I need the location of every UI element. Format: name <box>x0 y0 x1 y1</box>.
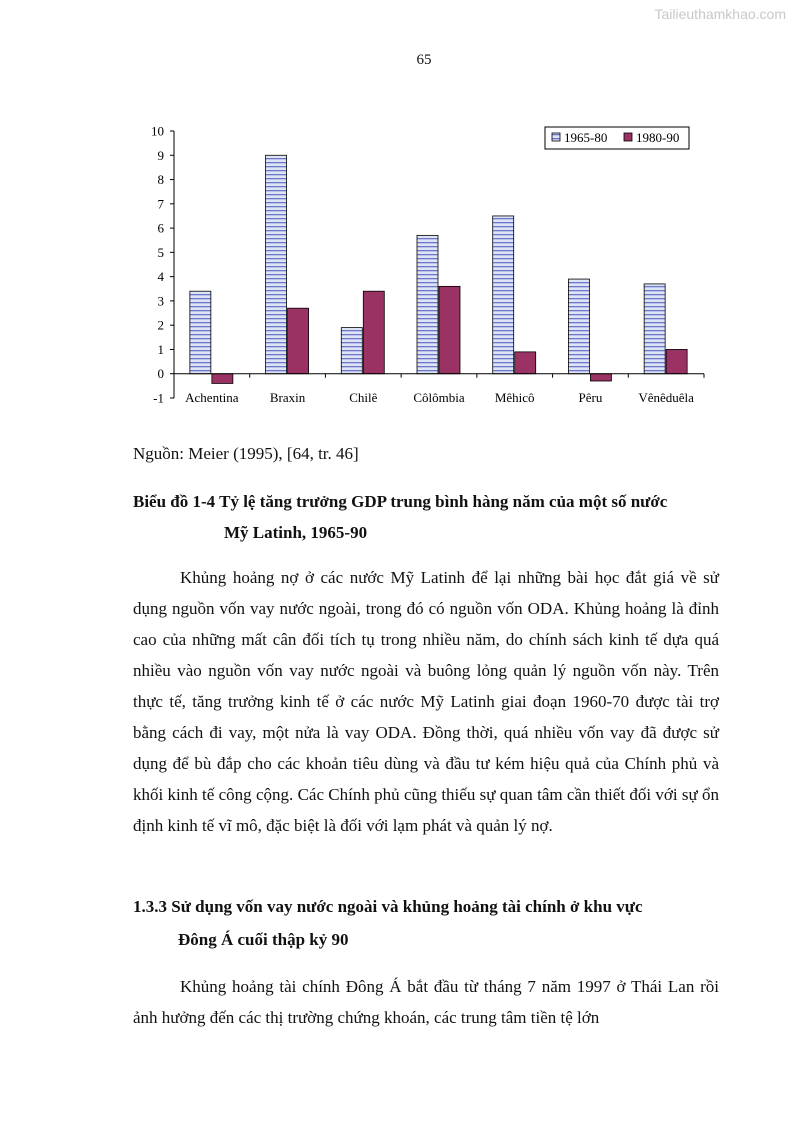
bar-1980-90-Achentina <box>212 374 233 384</box>
section-heading-1-3-3 <box>133 890 723 956</box>
heading-line-1: 1.3.3 Sử dụng vốn vay nước ngoài và khủng hoảng tài chính ở khu vực <box>133 897 643 916</box>
body-paragraph-1: Khủng hoảng nợ ở các nước Mỹ Latinh để lại những bài học đắt giá về sử dụng nguồn vốn vay nước ngoài, trong đó có nguồn vốn ODA. Khủng hoảng là đỉnh cao của những mất cân đối tích tụ trong nhiều năm, do chính sách kinh tế dựa quá nhiều vào nguồn vốn vay nước ngoài và buông lỏng quản lý nguồn vốn này. Trên thực tế, tăng trưởng kinh tế ở các nước Mỹ Latinh giai đoạn 1960-70 được tài trợ bằng cách đi vay, một nửa là vay ODA. Đồng thời, quá nhiều vốn vay đã được sử dụng để bù đắp cho các khoản tiêu dùng và đầu tư kém hiệu quả của Chính phủ và khối kinh tế công cộng. Các Chính phủ cũng thiếu sự quan tâm cần thiết đối với sự ổn định kinh tế vĩ mô, đặc biệt là đối với lạm phát và quản lý nợ. <box>133 568 719 835</box>
x-category-label: Achentina <box>185 390 239 405</box>
caption-line-1: Biểu đồ 1-4 Tỷ lệ tăng trưởng GDP trung bình hàng năm của một số nước <box>133 492 668 511</box>
legend-label-1980-90: 1980-90 <box>636 130 680 145</box>
y-tick-label: 7 <box>157 196 164 212</box>
bar-1965-80-Vênêduêla <box>644 284 665 374</box>
chart-legend <box>545 127 689 149</box>
body-paragraph-2: Khủng hoảng tài chính Đông Á bắt đầu từ tháng 7 năm 1997 ở Thái Lan rồi ảnh hưởng đến các thị trường chứng khoán, các trung tâm tiền tệ lớn <box>133 977 719 1027</box>
bar-1965-80-Chilê <box>341 328 362 374</box>
bar-1965-80-Achentina <box>190 291 211 374</box>
y-tick-label: -1 <box>153 390 164 406</box>
x-category-label: Côlômbia <box>413 390 465 405</box>
y-tick-label: 6 <box>157 220 164 236</box>
caption-line-2: Mỹ Latinh, 1965-90 <box>224 523 368 542</box>
bar-1965-80-Pêru <box>568 279 589 374</box>
heading-line-2: Đông Á cuối thập kỷ 90 <box>178 930 349 949</box>
y-tick-label: 0 <box>157 366 164 382</box>
figure-caption <box>133 486 723 548</box>
legend-swatch-1980-90 <box>624 133 632 141</box>
x-category-label: Pêru <box>578 390 603 405</box>
x-category-label: Vênêduêla <box>638 390 694 405</box>
gdp-growth-bar-chart <box>130 118 720 413</box>
bar-1980-90-Côlômbia <box>439 286 460 373</box>
y-tick-label: 2 <box>157 317 164 333</box>
y-tick-label: 10 <box>151 123 164 139</box>
bar-1980-90-Pêru <box>590 374 611 381</box>
bar-1980-90-Mêhicô <box>515 352 536 374</box>
y-tick-label: 8 <box>157 172 164 188</box>
bar-1965-80-Braxin <box>266 155 287 373</box>
figure-source: Nguồn: Meier (1995), [64, tr. 46] <box>133 444 359 463</box>
bar-1980-90-Chilê <box>363 291 384 374</box>
x-category-label: Braxin <box>269 390 306 405</box>
watermark: Tailieuthamkhao.com <box>654 6 786 22</box>
bar-1980-90-Braxin <box>288 308 309 374</box>
y-tick-label: 9 <box>157 147 164 163</box>
x-category-label: Chilê <box>349 390 378 405</box>
legend-label-1965-80: 1965-80 <box>564 130 608 145</box>
legend-swatch-1965-80 <box>552 133 560 141</box>
y-tick-label: 5 <box>157 244 164 260</box>
bar-1980-90-Vênêduêla <box>666 349 687 373</box>
x-category-label: Mêhicô <box>494 390 535 405</box>
bar-1965-80-Mêhicô <box>493 216 514 374</box>
bar-1965-80-Côlômbia <box>417 235 438 373</box>
y-tick-label: 4 <box>157 269 164 285</box>
page-number: 65 <box>416 52 432 68</box>
y-tick-label: 1 <box>157 341 164 357</box>
y-tick-label: 3 <box>157 293 164 309</box>
